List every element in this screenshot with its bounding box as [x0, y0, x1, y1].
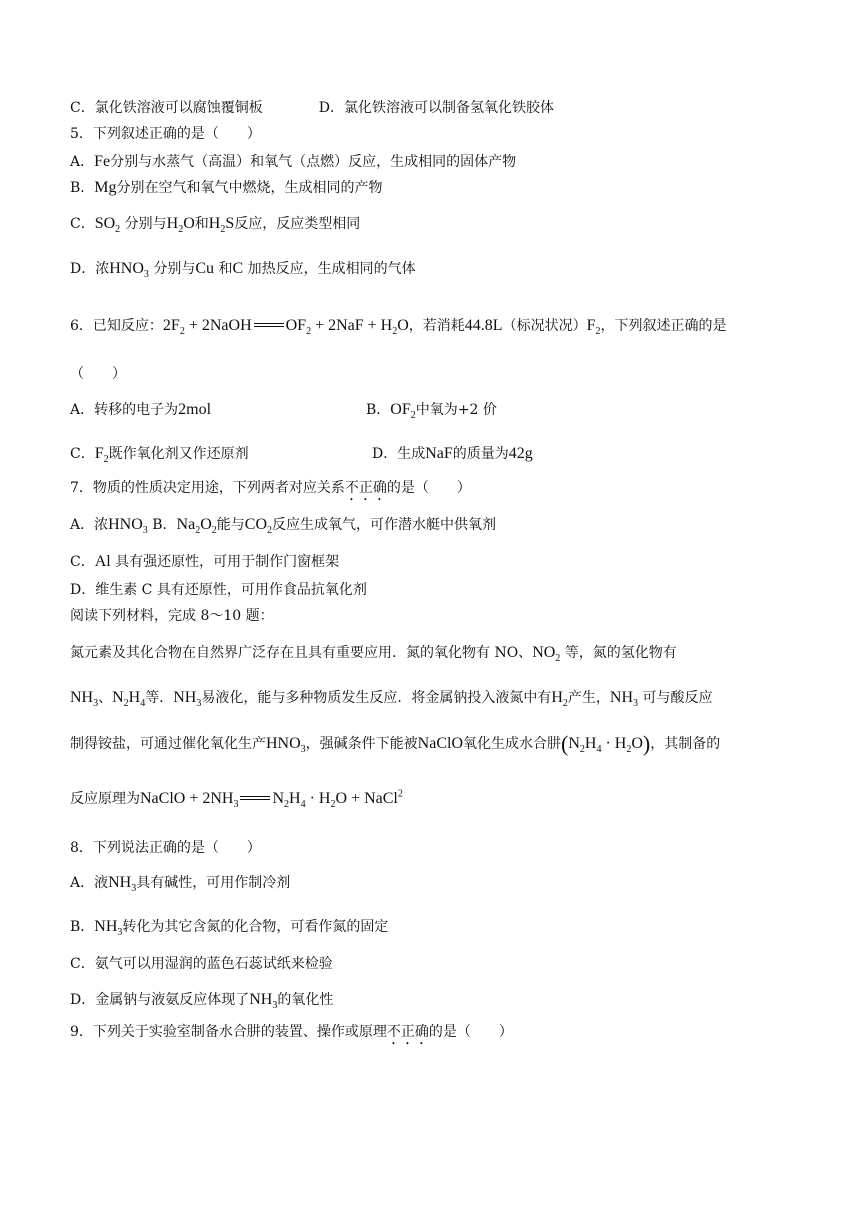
reading-line-4: 反应原理为NaClO + $2NH_3$ $N_2H_4 \cdot H_2O$ + NaCl$^2$ — [70, 788, 403, 811]
equals-sign-2 — [240, 794, 270, 804]
q6-option-b: B．$OF_2$中氧为+2 价 — [366, 401, 497, 422]
formula-so2: $SO_2$ — [94, 215, 121, 236]
formula-nh3-q8b: $NH_3$ — [94, 918, 123, 939]
q5-option-a: A．Fe分别与水蒸气（高温）和氧气（点燃）反应，生成相同的固体产物 — [70, 153, 517, 170]
formula-hydrazine-hydrate: $(N_2H_4 \cdot H_2O)$ — [561, 731, 651, 756]
equals-sign — [254, 321, 284, 331]
reading-line-1: 氮元素及其化合物在自然界广泛存在且具有重要应用．氮的氧化物有 NO、$NO_2$ 等，氮的氢化物有 — [70, 644, 677, 665]
q6-option-d: D．生成NaF的质量为42g — [372, 445, 533, 462]
q6-equation: $2F_2$ + 2NaOH $OF_2 + 2NaF + H_2O$ — [162, 317, 409, 338]
q4-option-d: D．氯化铁溶液可以制备氢氧化铁胶体 — [318, 100, 554, 116]
formula-nh3-c: $NH_3$ — [609, 689, 639, 710]
formula-hno3: $HNO_3$ — [109, 260, 149, 281]
q4-options-cd — [70, 98, 554, 118]
q5-option-d: D．浓$HNO_3$ 分别与Cu 和C 加热反应，生成相同的气体 — [70, 260, 416, 281]
formula-nh3: $NH_3$ — [70, 689, 99, 710]
q7-option-c: C．Al 具有强还原性，可用于制作门窗框架 — [70, 553, 340, 570]
q4-option-c: C．氯化铁溶液可以腐蚀覆铜板 — [70, 100, 263, 116]
q8-option-a: A．液$NH_3$具有碱性，可用作制冷剂 — [70, 874, 291, 895]
formula-na2o2: $Na_2O_2$ — [176, 516, 217, 537]
formula-of2: $OF_2$ — [390, 401, 416, 422]
formula-co2: $CO_2$ — [244, 516, 272, 537]
q8-option-d: D．金属钠与液氨反应体现了$NH_3$的氧化性 — [70, 991, 334, 1012]
formula-h2s: $H_2S$ — [208, 215, 235, 236]
q6-paren: （ ） — [70, 366, 126, 382]
reading-line-2: $NH_3$、$N_2H_4$等．$NH_3$易液化，能与多种物质发生反应．将金属钠投入液氮中有$H_2$产生，$NH_3$ 可与酸反应 — [70, 689, 713, 710]
q5-stem: 5．下列叙述正确的是（ ） — [70, 126, 261, 142]
reading-equation: NaClO + $2NH_3$ $N_2H_4 \cdot H_2O$ + NaCl$^2$ — [140, 788, 403, 811]
formula-n2h4: $N_2H_4$ — [112, 689, 146, 710]
formula-nh3-q8a: $NH_3$ — [108, 874, 137, 895]
q7-option-a-b: A．浓$HNO_3$ B．$Na_2O_2$能与$CO_2$反应生成氧气，可作潜水艇中供氧剂 — [70, 516, 496, 537]
formula-hno3-r: $HNO_3$ — [266, 735, 306, 756]
q6-stem: 6．已知反应：$2F_2$ + 2NaOH $OF_2 + 2NaF + H_2O$，若消耗44.8L（标况状况）$F_2$，下列叙述正确的是 — [70, 317, 727, 338]
formula-cu: Cu — [195, 260, 215, 277]
q5-option-b: B．Mg分别在空气和氧气中燃烧，生成相同的产物 — [70, 179, 383, 196]
formula-nh3-q8d: $NH_3$ — [249, 991, 278, 1012]
q7-stem: 7．物质的性质决定用途，下列两者对应关系不正确的是（ ） — [70, 480, 471, 496]
formula-no2: $NO_2$ — [532, 644, 561, 665]
formula-c: C — [232, 260, 244, 277]
q7-option-d: D．维生素 C 具有还原性，可用作食品抗氧化剂 — [70, 582, 367, 598]
formula-h2: $H_2$ — [551, 689, 568, 710]
q6-option-c: C．$F_2$既作氧化剂又作还原剂 — [70, 445, 249, 466]
formula-f2: $F_2$ — [586, 317, 601, 338]
q9-stem: 9．下列关于实验室制备水合肼的装置、操作或原理不正确的是（ ） — [70, 1024, 513, 1040]
emphasis-not-correct-q9: 不正确 — [386, 1024, 429, 1040]
reading-intro: 阅读下列材料，完成 8～10 题： — [70, 608, 274, 624]
q8-stem: 8．下列说法正确的是（ ） — [70, 840, 261, 856]
formula-h2o: $H_2O$ — [166, 215, 195, 236]
reading-line-3: 制得铵盐，可通过催化氧化生产$HNO_3$，强碱条件下能被NaClO氧化生成水合肼$(N_2H_4 \cdot H_2O)$，其制备的 — [70, 731, 721, 756]
formula-hno3-q7: $HNO_3$ — [108, 516, 148, 537]
q5-option-c: C．$SO_2$ 分别与$H_2O$和$H_2S$反应，反应类型相同 — [70, 215, 361, 236]
formula-nh3-b: $NH_3$ — [173, 689, 202, 710]
emphasis-not-correct: 不正确 — [344, 480, 387, 496]
q6-option-a: A．转移的电子为2mol — [70, 401, 212, 418]
formula-f2-c: $F_2$ — [94, 445, 109, 466]
q8-option-b: B．$NH_3$转化为其它含氮的化合物，可看作氮的固定 — [70, 918, 389, 939]
q8-option-c: C．氨气可以用湿润的蓝色石蕊试纸来检验 — [70, 956, 333, 972]
